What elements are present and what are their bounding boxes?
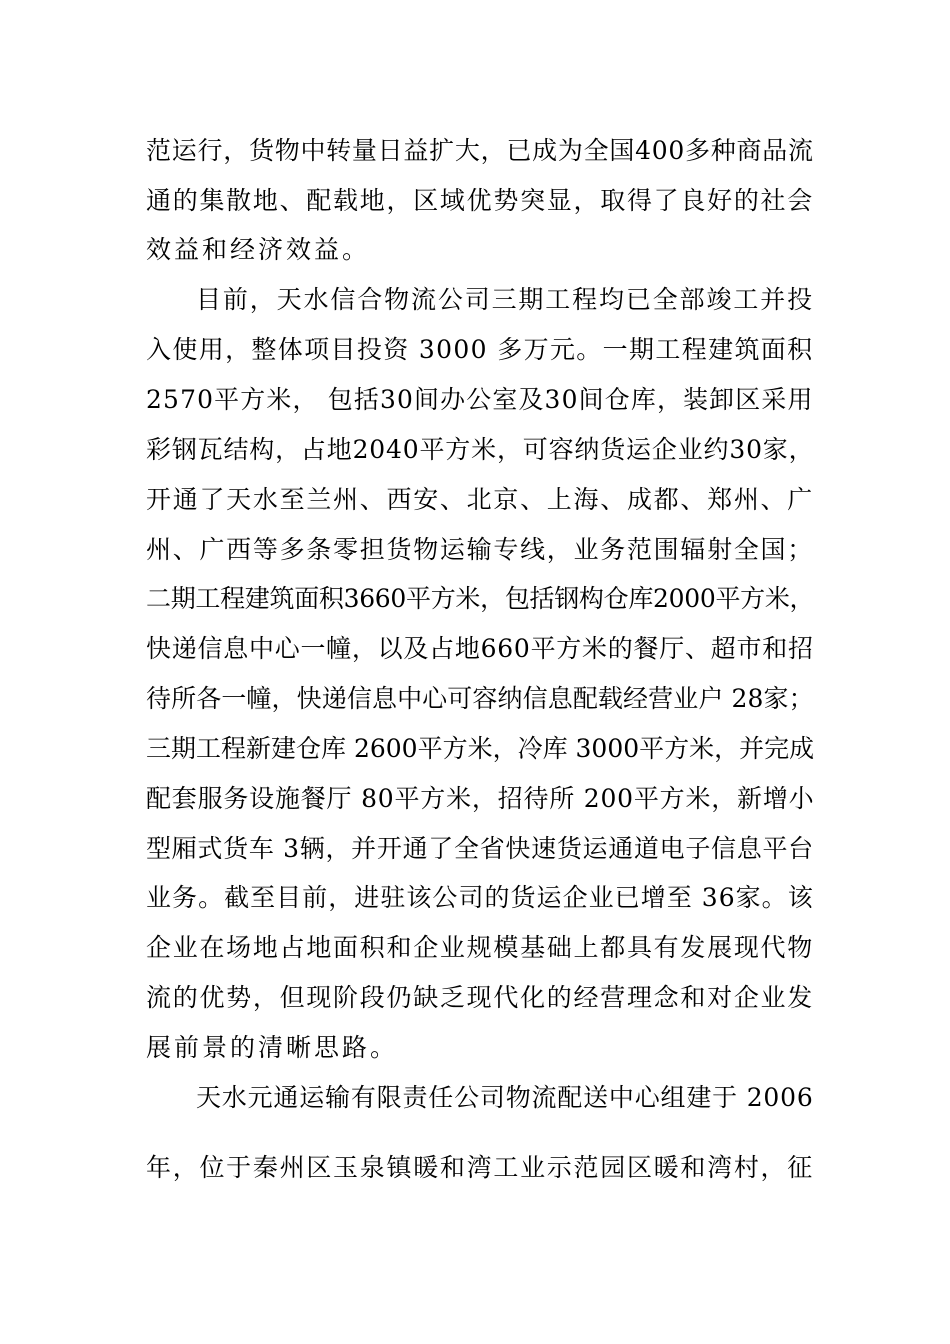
text-line: 业务。截至目前，进驻该公司的货运企业已增至 36家。该 — [146, 883, 814, 912]
text-line: 企业在场地占地面积和企业规模基础上都具有发展现代物 — [146, 933, 815, 962]
text-line: 年，位于秦州区玉泉镇暖和湾工业示范园区暖和湾村，征 — [146, 1153, 815, 1182]
text-line: 二期工程建筑面积3660平方米，包括钢构仓库2000平方米， — [146, 584, 815, 613]
text-line-first: 天水元通运输有限责任公司物流配送中心组建于 2006 — [196, 1083, 814, 1112]
text-line: 效益和经济效益。 — [146, 235, 371, 264]
text-line: 三期工程新建仓库 2600平方米，冷库 3000平方米，并完成 — [146, 734, 815, 763]
text-line: 州、广西等多条零担货物运输专线，业务范围辐射全国； — [146, 535, 815, 564]
text-line: 通的集散地、配载地，区域优势突显，取得了良好的社会 — [146, 186, 815, 215]
text-line: 待所各一幢，快递信息中心可容纳信息配载经营业户 28家； — [146, 684, 814, 713]
text-line: 流的优势，但现阶段仍缺乏现代化的经营理念和对企业发 — [146, 983, 815, 1012]
text-line: 入使用，整体项目投资 3000 多万元。一期工程建筑面积 — [146, 335, 814, 364]
text-line: 范运行，货物中转量日益扩大，已成为全国400多种商品流 — [146, 136, 814, 165]
text-line: 开通了天水至兰州、西安、北京、上海、成都、郑州、广 — [146, 485, 815, 514]
text-line: 配套服务设施餐厅 80平方米，招待所 200平方米，新增小 — [146, 784, 815, 813]
text-line: 型厢式货车 3辆，并开通了全省快速货运通道电子信息平台 — [146, 834, 814, 863]
text-line-first: 目前，天水信合物流公司三期工程均已全部竣工并投 — [196, 285, 815, 314]
text-line: 快递信息中心一幢，以及占地660平方米的餐厅、超市和招 — [146, 634, 814, 663]
text-line: 2570平方米， 包括30间办公室及30间仓库，装卸区采用 — [146, 385, 814, 414]
text-line: 彩钢瓦结构，占地2040平方米，可容纳货运企业约30家， — [146, 435, 815, 464]
text-line: 展前景的清晰思路。 — [146, 1033, 399, 1062]
